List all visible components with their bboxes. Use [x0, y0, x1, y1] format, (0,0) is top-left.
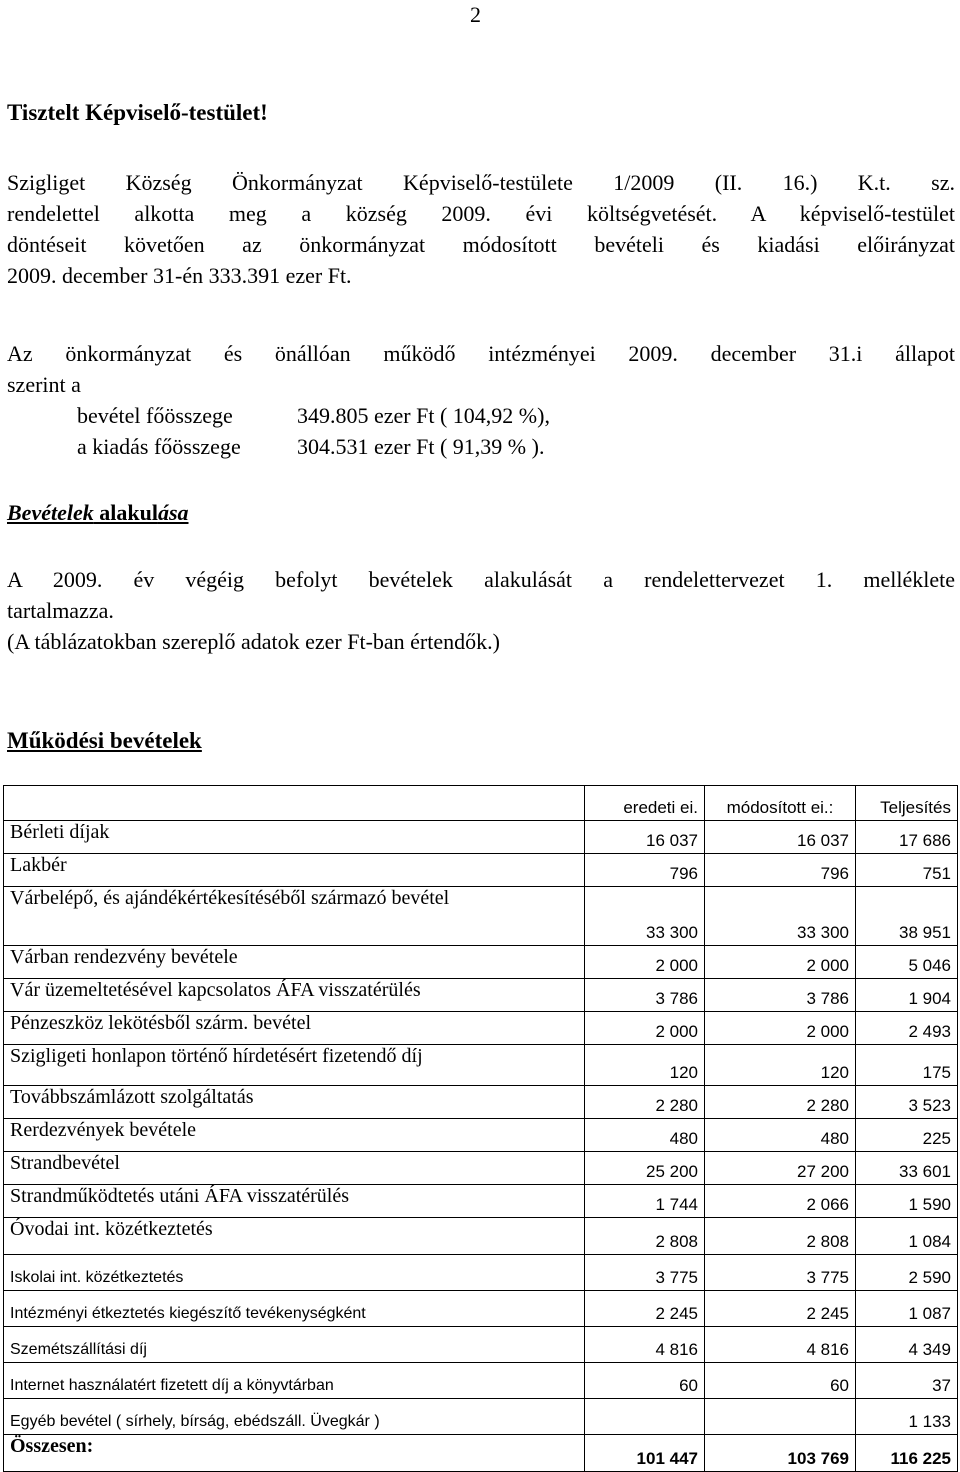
row-value-done: 1 590	[856, 1185, 958, 1218]
row-value-done: 1 087	[856, 1291, 958, 1327]
heading-part: ása	[157, 500, 189, 525]
row-value-done: 1 084	[856, 1218, 958, 1255]
table-row	[4, 1218, 958, 1255]
row-value-mod: 2 245	[705, 1291, 856, 1327]
row-label: Egyéb bevétel ( sírhely, bírság, ebédszáll. Üvegkár )	[4, 1399, 585, 1435]
row-label: Rerdezvények bevétele	[4, 1119, 585, 1152]
row-value-mod: 2 280	[705, 1086, 856, 1119]
note-line: A 2009. év végéig befolyt bevételek alakulását a rendelettervezet 1. melléklete	[7, 567, 955, 592]
row-value-done: 175	[856, 1045, 958, 1086]
summary-line: Az önkormányzat és önállóan működő intézményei 2009. december 31.i állapot	[7, 341, 955, 366]
row-value-orig: 2 000	[585, 1012, 705, 1045]
row-value-done: 17 686	[856, 821, 958, 854]
row-value-done: 37	[856, 1363, 958, 1399]
row-value-orig: 2 000	[585, 946, 705, 979]
row-label: Várbelépő, és ajándékértékesítéséből származó bevétel	[4, 887, 585, 946]
table-row	[4, 854, 958, 887]
row-value-orig: 2 280	[585, 1086, 705, 1119]
row-value-done: 2 493	[856, 1012, 958, 1045]
intro-paragraph	[7, 167, 955, 291]
table-row	[4, 821, 958, 854]
greeting-heading: Tisztelt Képviselő-testület!	[7, 100, 268, 125]
table-row	[4, 887, 958, 946]
table-row	[4, 1045, 958, 1086]
summary-line: szerint a	[7, 372, 81, 397]
row-value-orig: 33 300	[585, 887, 705, 946]
table-row	[4, 1119, 958, 1152]
operating-revenue-heading: Működési bevételek	[7, 728, 202, 753]
row-label: Internet használatért fizetett díj a könyvtárban	[4, 1363, 585, 1399]
row-value-orig: 25 200	[585, 1152, 705, 1185]
table-row	[4, 1327, 958, 1363]
row-label: Szemétszállítási díj	[4, 1327, 585, 1363]
total-value-orig: 101 447	[585, 1435, 705, 1472]
table-header-cell: eredeti ei.	[585, 786, 705, 821]
note-line: (A táblázatokban szereplő adatok ezer Ft-ban értendők.)	[7, 629, 500, 654]
row-value-done: 4 349	[856, 1327, 958, 1363]
row-value-done: 5 046	[856, 946, 958, 979]
row-value-done: 38 951	[856, 887, 958, 946]
row-value-mod: 2 808	[705, 1218, 856, 1255]
row-value-done: 225	[856, 1119, 958, 1152]
intro-line: Szigliget Község Önkormányzat Képviselő-testülete 1/2009 (II. 16.) K.t. sz.	[7, 170, 955, 195]
row-label: Továbbszámlázott szolgáltatás	[4, 1086, 585, 1119]
expense-total-label: a kiadás főösszege	[77, 434, 241, 459]
row-value-mod: 33 300	[705, 887, 856, 946]
row-label: Lakbér	[4, 854, 585, 887]
table-row	[4, 1363, 958, 1399]
expense-total-value: 304.531 ezer Ft ( 91,39 % ).	[297, 434, 545, 459]
table-header-cell: Teljesítés	[856, 786, 958, 821]
revenue-total-label: bevétel főösszege	[77, 403, 233, 428]
revenue-total-value: 349.805 ezer Ft ( 104,92 %),	[297, 403, 550, 428]
row-value-mod: 2 066	[705, 1185, 856, 1218]
total-value-done: 116 225	[856, 1435, 958, 1472]
row-value-orig: 3 775	[585, 1255, 705, 1291]
table-row	[4, 1012, 958, 1045]
page-number: 2	[470, 2, 481, 27]
row-value-orig: 4 816	[585, 1327, 705, 1363]
heading-part: Bevételek	[7, 500, 94, 525]
expense-total-line	[7, 431, 955, 462]
table-row	[4, 1185, 958, 1218]
row-label: Intézményi étkeztetés kiegészítő tevékenységként	[4, 1291, 585, 1327]
summary-paragraph	[7, 338, 955, 462]
note-line: tartalmazza.	[7, 598, 114, 623]
intro-line: rendelettel alkotta meg a község 2009. évi költségvetését. A képviselő-testület	[7, 201, 955, 226]
row-value-done: 751	[856, 854, 958, 887]
row-value-mod: 4 816	[705, 1327, 856, 1363]
row-value-orig: 60	[585, 1363, 705, 1399]
row-value-mod: 3 775	[705, 1255, 856, 1291]
table-header-cell	[4, 786, 585, 821]
row-label: Strandbevétel	[4, 1152, 585, 1185]
row-value-done: 1 904	[856, 979, 958, 1012]
table-row	[4, 979, 958, 1012]
row-value-orig: 2 245	[585, 1291, 705, 1327]
row-value-orig: 16 037	[585, 821, 705, 854]
row-value-mod: 27 200	[705, 1152, 856, 1185]
heading-part: alakul	[93, 500, 158, 525]
intro-line: döntéseit követően az önkormányzat módosított bevételi és kiadási előirányzat	[7, 232, 955, 257]
row-label: Bérleti díjak	[4, 821, 585, 854]
row-value-mod: 480	[705, 1119, 856, 1152]
table-row	[4, 1255, 958, 1291]
row-label: Vár üzemeltetésével kapcsolatos ÁFA visszatérülés	[4, 979, 585, 1012]
row-value-mod: 16 037	[705, 821, 856, 854]
total-row	[4, 1435, 958, 1472]
row-value-done: 3 523	[856, 1086, 958, 1119]
intro-line: 2009. december 31-én 333.391 ezer Ft.	[7, 263, 352, 288]
row-value-orig	[585, 1399, 705, 1435]
row-value-orig: 796	[585, 854, 705, 887]
row-value-done: 1 133	[856, 1399, 958, 1435]
row-value-mod	[705, 1399, 856, 1435]
row-value-orig: 480	[585, 1119, 705, 1152]
table-row	[4, 1086, 958, 1119]
table-header-cell: módosított ei.:	[705, 786, 856, 821]
revenue-section-heading	[7, 500, 189, 526]
revenue-total-line	[7, 400, 955, 431]
row-value-mod: 796	[705, 854, 856, 887]
row-label: Iskolai int. közétkeztetés	[4, 1255, 585, 1291]
table-row	[4, 1152, 958, 1185]
row-label: Szigligeti honlapon történő hírdetésért fizetendő díj	[4, 1045, 585, 1086]
row-value-mod: 3 786	[705, 979, 856, 1012]
row-label: Strandműködtetés utáni ÁFA visszatérülés	[4, 1185, 585, 1218]
row-value-done: 2 590	[856, 1255, 958, 1291]
row-value-mod: 2 000	[705, 946, 856, 979]
total-value-mod: 103 769	[705, 1435, 856, 1472]
table-row	[4, 946, 958, 979]
note-paragraph	[7, 564, 955, 657]
row-value-mod: 120	[705, 1045, 856, 1086]
row-value-orig: 120	[585, 1045, 705, 1086]
table-row	[4, 1399, 958, 1435]
row-value-orig: 1 744	[585, 1185, 705, 1218]
row-value-mod: 2 000	[705, 1012, 856, 1045]
row-label: Pénzeszköz lekötésből szárm. bevétel	[4, 1012, 585, 1045]
revenue-table	[3, 785, 958, 1472]
row-value-mod: 60	[705, 1363, 856, 1399]
row-value-orig: 3 786	[585, 979, 705, 1012]
total-label: Összesen:	[4, 1435, 585, 1472]
row-label: Óvodai int. közétkeztetés	[4, 1218, 585, 1255]
row-value-done: 33 601	[856, 1152, 958, 1185]
table-row	[4, 1291, 958, 1327]
table-header-row	[4, 786, 958, 821]
row-value-orig: 2 808	[585, 1218, 705, 1255]
row-label: Várban rendezvény bevétele	[4, 946, 585, 979]
